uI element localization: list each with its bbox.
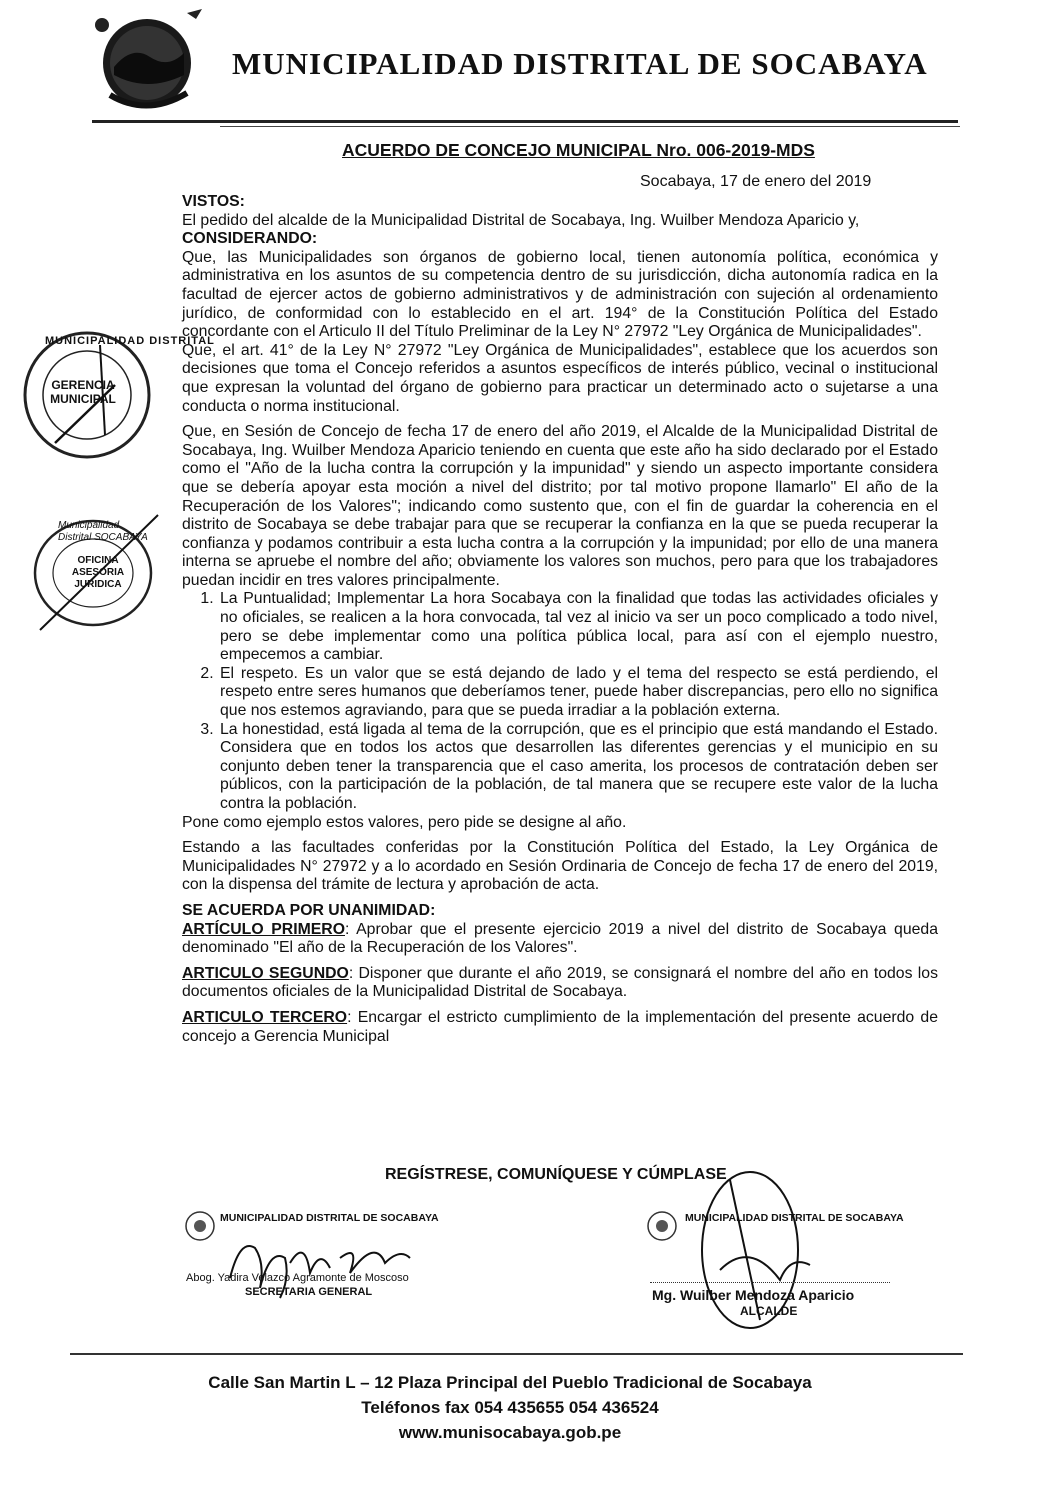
considerando-paragraph-5: Estando a las facultades conferidas por la Constitución Política del Estado, la Ley Orgánica de Municipalidades N° 27972 y a lo acordado en Sesión Ordinaria de Concejo de fecha 17 de enero del 2019, con la dispensa del trámite de lectura y aprobación de acta. (182, 839, 938, 894)
header-title: MUNICIPALIDAD DISTRITAL DE SOCABAYA (232, 46, 928, 81)
footer-rule (70, 1353, 963, 1355)
gerencia-stamp-ring-text: MUNICIPALIDAD DISTRITAL (45, 335, 215, 347)
left-signature-org: MUNICIPALIDAD DISTRITAL DE SOCABAYA (220, 1212, 439, 1224)
municipal-logo-icon (92, 5, 210, 123)
vistos-text: El pedido del alcalde de la Municipalidad Distrital de Socabaya, Ing. Wuilber Mendoza Aparicio y, (182, 211, 860, 229)
article-segundo (182, 965, 938, 1002)
values-list-item: 3. La honestidad, está ligada al tema de la corrupción, que es el principio que está mandando el Estado. Considera que en todos los actos que desarrollen las diferentes gerencias y el municipio en su conjunto deben tener la transparencia que el caso amerita, los procesos de contratación deben ser públicos, con la participación de la población, de tal manera que se recupere este valor de la lucha contra la población. (218, 721, 938, 814)
article-tercero (182, 1009, 938, 1046)
article-text: : Encargar el estricto cumplimiento de la implementación del presente acuerdo de concejo a Gerencia Municipal (182, 1008, 939, 1045)
article-primero (182, 921, 938, 958)
right-seal-icon (644, 1208, 680, 1244)
considerando-paragraph-4: Pone como ejemplo estos valores, pero pide se designe al año. (182, 813, 627, 831)
considerando-paragraph-3: Que, en Sesión de Concejo de fecha 17 de enero del año 2019, el Alcalde de la Municipalidad Distrital de Socabaya, Ing. Wuilber Mendoza Aparicio teniendo en cuenta que este año ha sido declarado por el Estado como el "Año de la lucha contra la corrupción y la impunidad" y siendo un aspecto importante considera que se debería apoyar esta moción a nivel del distrito; por tal motivo propone llamarlo" El año de la Recuperación de los Valores"; indicando como sustento que, con el fin de guardar la coherencia en el distrito de Socabaya se debe trabajar para que se recuperar la confianza en la que se pueda recuperar la confianza y podamos contribuir a esta lucha contra a la corrupción y la impunidad; por ello de una manera interna se apruebe el nombre del año; obviamente los valores son muchos, pero para que los trabajadores puedan incidir en tres valores principalmente. (182, 423, 938, 589)
article-text: : Aprobar que el presente ejercicio 2019 a nivel del distrito de Socabaya queda denominado "El año de la Recuperación de los Valores". (182, 920, 938, 957)
header-rule-thin (220, 126, 960, 127)
acuerda-heading: SE ACUERDA POR UNANIMIDAD: (182, 901, 436, 919)
left-signature-name: Abog. Yadira Velazco Agramonte de Moscoso (186, 1272, 409, 1284)
footer-phones: Teléfonos fax 054 435655 054 436524 (361, 1398, 659, 1417)
article-label: ARTICULO SEGUNDO (182, 964, 349, 982)
vistos-heading: VISTOS: (182, 193, 245, 210)
values-list (182, 590, 938, 813)
asesoria-stamp-text: OFICINA ASESORIA JURIDICA (71, 555, 125, 590)
article-label: ARTÍCULO PRIMERO (182, 920, 345, 938)
considerando-paragraph-1: Que, las Municipalidades son órganos de gobierno local, tienen autonomía política, económica y administrativa en los asuntos de su competencia dentro de su jurisdicción, dicha autonomía radica en la facultad de ejercer actos de gobierno administrativos y de administración con sujeción al ordenamiento jurídico, de conformidad con lo establecido en el art. 194° de la Constitución Política del Estado concordante con el Articulo II del Título Preliminar de la Ley N° 27972 "Ley Orgánica de Municipalidades". (182, 248, 938, 341)
left-signature-role: SECRETARIA GENERAL (245, 1286, 373, 1298)
considerando-heading: CONSIDERANDO: (182, 230, 318, 248)
article-label: ARTICULO TERCERO (182, 1008, 348, 1026)
asesoria-stamp-ring-text: Municipalidad Distrital SOCABAYA (58, 520, 148, 543)
document-body (182, 193, 938, 1046)
values-list-item: 2. El respeto. Es un valor que se está dejando de lado y el tema del respecto se está perdiendo, el respeto entre seres humanos que deberíamos tener, puede haber discrepancias, pero ello no significa que nos estemos agraviando, para que se pueda irradiar a la población externa. (218, 665, 938, 721)
header-rule (92, 120, 958, 123)
right-signature-org: MUNICIPALIDAD DISTRITAL DE SOCABAYA (685, 1212, 904, 1224)
signature-line (650, 1282, 890, 1283)
article-text: : Disponer que durante el año 2019, se consignará el nombre del año en todos los documentos oficiales de la Municipalidad Distrital de Socabaya. (182, 964, 938, 1001)
gerencia-stamp-text: GERENCIA MUNICIPAL (50, 378, 116, 406)
closing-formula: REGÍSTRESE, COMUNÍQUESE Y CÚMPLASE (385, 1166, 727, 1183)
values-list-item: 1. La Puntualidad; Implementar La hora Socabaya con la finalidad que todas las actividades oficiales y no oficiales, se realicen a la hora convocada, tal vez al inicio va ser un poco complicado a todo nivel, pero se debe implementar como una política pública local, para así con el ejemplo nuestro, empecemos a cambiar. (218, 590, 938, 664)
right-signature-name: Mg. Wuilber Mendoza Aparicio (652, 1287, 855, 1303)
footer-address: Calle San Martin L – 12 Plaza Principal del Pueblo Tradicional de Socabaya (208, 1373, 812, 1392)
right-signature-role: ALCALDE (740, 1304, 798, 1318)
considerando-paragraph-2: Que, el art. 41° de la Ley N° 27972 "Ley Orgánica de Municipalidades", establece que los acuerdos son decisiones que toma el Concejo referidos a asuntos específicos de interés público, vecinal o institucional que expresan la voluntad del órgano de gobierno para practicar un determinado acto o sujetarse a una conducta o norma institucional. (182, 341, 938, 415)
footer-website: www.munisocabaya.gob.pe (398, 1423, 622, 1442)
document-title: ACUERDO DE CONCEJO MUNICIPAL Nro. 006-2019-MDS (342, 140, 815, 160)
document-date: Socabaya, 17 de enero del 2019 (640, 173, 872, 190)
